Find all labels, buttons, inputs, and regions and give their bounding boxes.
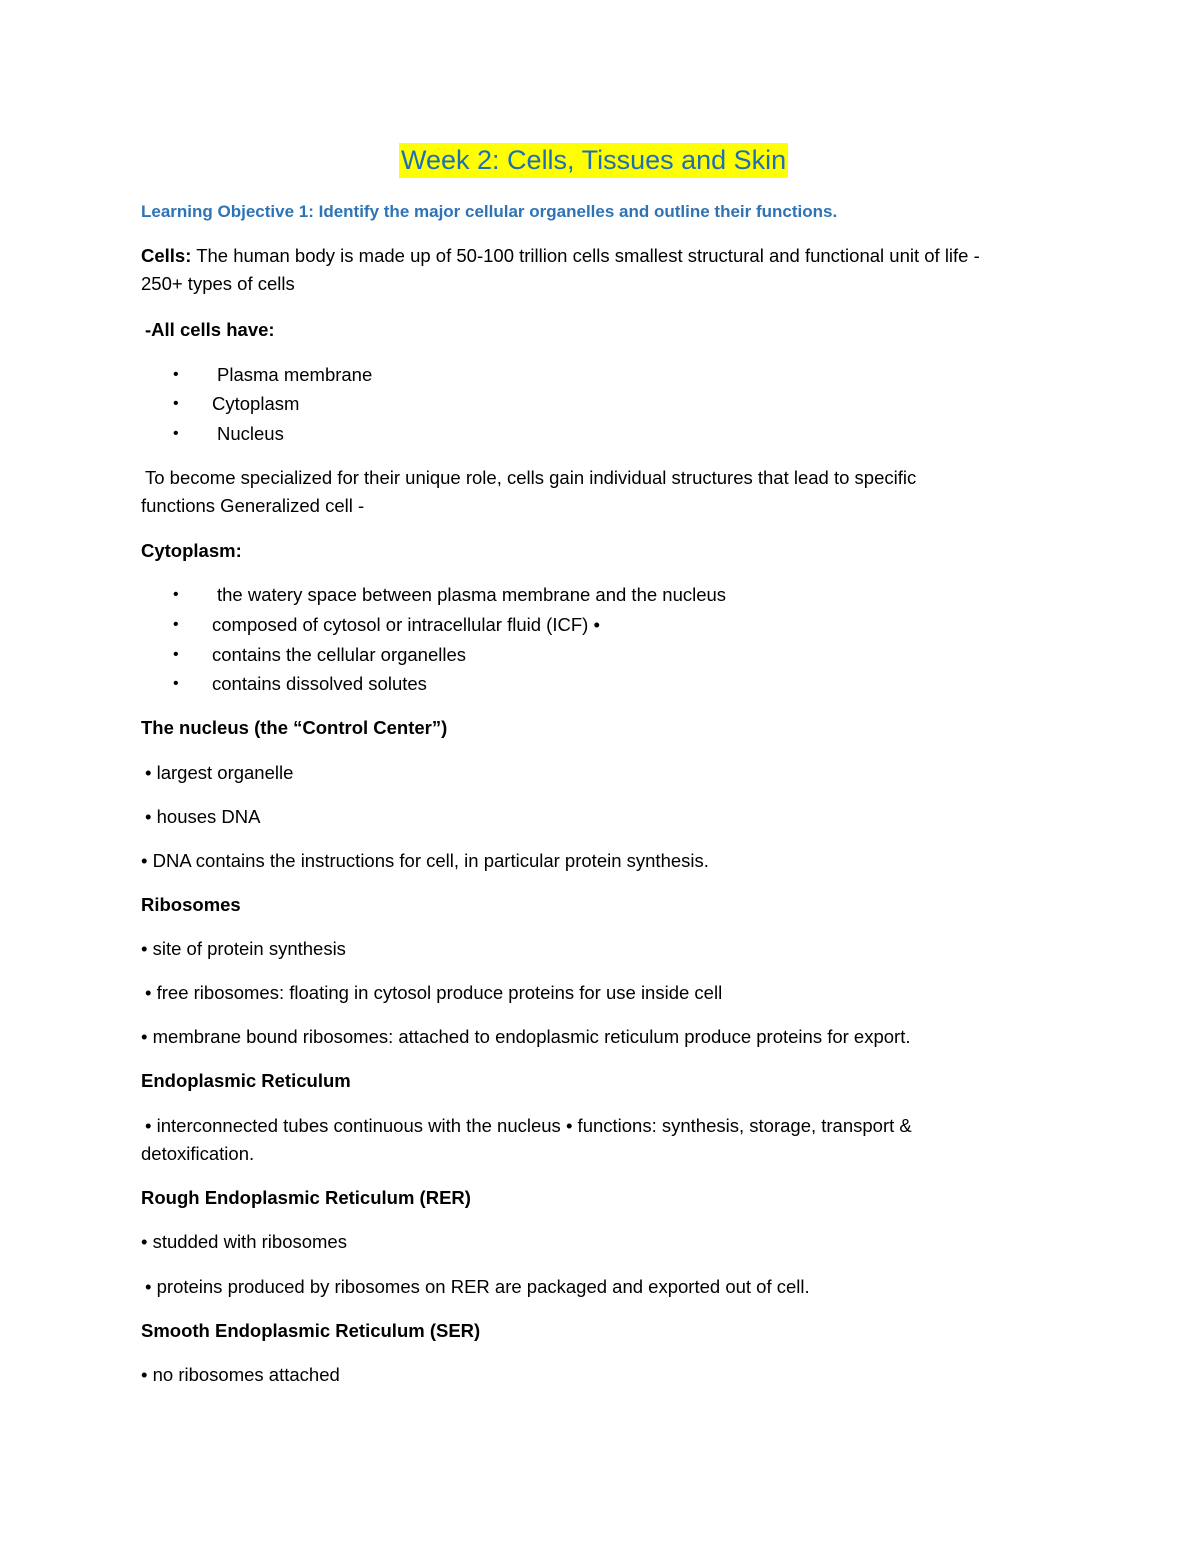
list-item: • houses DNA — [145, 806, 261, 827]
er-heading: Endoplasmic Reticulum — [141, 1070, 351, 1091]
list-item: • site of protein synthesis — [141, 938, 346, 959]
page-title: Week 2: Cells, Tissues and Skin — [399, 143, 788, 178]
bullet: • — [173, 425, 179, 442]
list-item: composed of cytosol or intracellular fluid (ICF) • — [212, 614, 600, 635]
list-item: Plasma membrane — [217, 364, 373, 385]
list-item: Nucleus — [217, 423, 284, 444]
specialized-paragraph-line-1: To become specialized for their unique role, cells gain individual structures that lead to specific — [145, 467, 917, 488]
list-item: • DNA contains the instructions for cell, in particular protein synthesis. — [141, 850, 709, 871]
list-item: contains dissolved solutes — [212, 673, 427, 694]
list-item: • proteins produced by ribosomes on RER are packaged and exported out of cell. — [145, 1276, 810, 1297]
list-item: • membrane bound ribosomes: attached to endoplasmic reticulum produce proteins for export. — [141, 1026, 911, 1047]
cells-paragraph-line-1 — [141, 245, 980, 267]
nucleus-heading: The nucleus (the “Control Center”) — [141, 717, 448, 738]
specialized-paragraph-line-2: functions Generalized cell - — [141, 495, 365, 516]
list-item: the watery space between plasma membrane and the nucleus — [217, 584, 727, 605]
learning-objective: Learning Objective 1: Identify the major cellular organelles and outline their functions. — [141, 202, 838, 221]
list-item: Cytoplasm — [212, 393, 300, 414]
er-paragraph-line-2: detoxification. — [141, 1143, 255, 1164]
cytoplasm-heading: Cytoplasm: — [141, 540, 242, 561]
er-paragraph-line-1: • interconnected tubes continuous with the nucleus • functions: synthesis, storage, transport & — [145, 1115, 912, 1136]
ser-heading: Smooth Endoplasmic Reticulum (SER) — [141, 1320, 481, 1341]
list-item: contains the cellular organelles — [212, 644, 467, 665]
cells-label: Cells: — [141, 245, 192, 266]
rer-heading: Rough Endoplasmic Reticulum (RER) — [141, 1187, 471, 1208]
bullet: • — [173, 366, 179, 383]
list-item: • free ribosomes: floating in cytosol produce proteins for use inside cell — [145, 982, 723, 1003]
bullet: • — [173, 395, 179, 412]
cells-text: The human body is made up of 50-100 trillion cells smallest structural and functional unit of life - — [191, 245, 980, 266]
list-item: • no ribosomes attached — [141, 1364, 340, 1385]
ribosomes-heading: Ribosomes — [141, 894, 241, 915]
bullet: • — [173, 616, 179, 633]
list-item: • studded with ribosomes — [141, 1231, 347, 1252]
bullet: • — [173, 675, 179, 692]
all-cells-have-heading: -All cells have: — [145, 319, 275, 340]
bullet: • — [173, 646, 179, 663]
cells-paragraph-line-2: 250+ types of cells — [141, 273, 295, 294]
bullet: • — [173, 586, 179, 603]
list-item: • largest organelle — [145, 762, 294, 783]
